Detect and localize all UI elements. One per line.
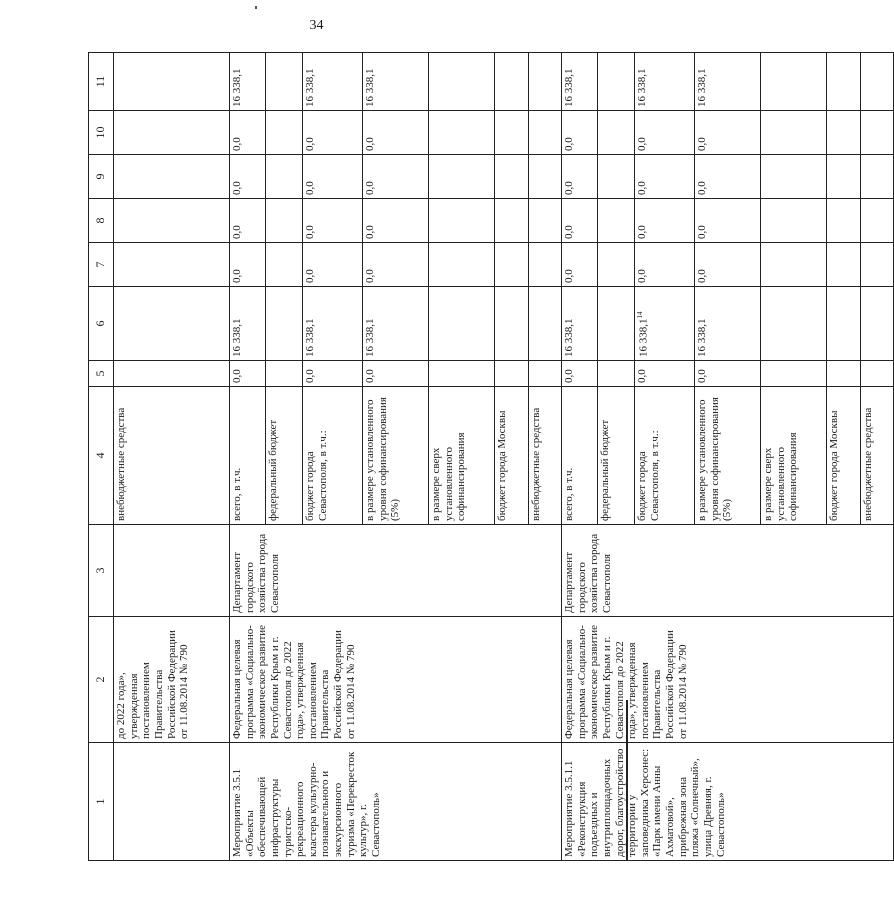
value-cell <box>303 199 363 243</box>
executor-cell: Департамент городского хозяйства города Севастополя <box>230 525 562 617</box>
value-cell <box>598 199 635 243</box>
value-text: 0,0 <box>231 269 243 283</box>
value-cell <box>363 111 429 155</box>
value-cell <box>529 111 562 155</box>
value-text: 0,0 <box>364 225 376 239</box>
header-cell: 8 <box>89 199 114 243</box>
header-cell: 3 <box>89 525 114 617</box>
value-cell <box>495 361 529 387</box>
value-cell <box>363 287 429 361</box>
value-cell <box>266 361 303 387</box>
value-text: 0,0 <box>636 369 648 383</box>
program-cell: до 2022 года», утвержденная постановлением Правительства Российской Федерации от 11.08.2014 № 790 <box>114 617 230 743</box>
value-text: 0,0 <box>304 181 316 195</box>
value-cell <box>761 287 827 361</box>
source-cell: в размере сверх установленного софинансирования <box>761 387 827 525</box>
value-text: 0,0 <box>231 181 243 195</box>
value-text: 0,0 <box>364 137 376 151</box>
value-cell <box>827 53 861 111</box>
value-text: 0,0 <box>563 137 575 151</box>
measure-block-2 <box>562 53 894 861</box>
value-text: 0,0 <box>304 225 316 239</box>
value-cell <box>303 361 363 387</box>
value-text: 0,0 <box>364 181 376 195</box>
value-cell <box>562 53 598 111</box>
value-cell <box>635 361 695 387</box>
value-cell <box>598 361 635 387</box>
value-text: 0,0 <box>304 369 316 383</box>
value-cell <box>761 155 827 199</box>
source-cell: в размере сверх установленного софинансирования <box>429 387 495 525</box>
value-cell <box>761 53 827 111</box>
value-text: 0,0 <box>304 137 316 151</box>
value-cell <box>635 199 695 243</box>
measure-title-cell: Мероприятие 3.5.1 «Объекты обеспечивающей инфраструктуры туристско-рекреационного кластера культурно-познавательного и экскурсионного туризма «Перекресток культур», г. Севастополь» <box>230 743 562 861</box>
value-cell <box>761 111 827 155</box>
value-cell <box>429 243 495 287</box>
value-text: 0,0 <box>231 137 243 151</box>
source-cell: внебюджетные средства <box>861 387 894 525</box>
value-text: 0,0 <box>231 369 243 383</box>
executor-cell: Департамент городского хозяйства города Севастополя <box>562 525 894 617</box>
value-cell <box>695 155 761 199</box>
value-text: 0,0 <box>563 369 575 383</box>
empty-cell <box>114 525 230 617</box>
measure-block-1 <box>230 53 562 861</box>
value-cell <box>827 111 861 155</box>
value-cell <box>861 199 894 243</box>
program-cell: Федеральная целевая программа «Социально-экономическое развитие Республики Крым и г. Севастополя до 2022 года», утвержденная постановлением Правительства Российской Федерации от 11.08.2014 № 790 <box>562 617 894 743</box>
value-cell <box>562 243 598 287</box>
value-cell <box>635 287 695 361</box>
value-cell <box>562 287 598 361</box>
value-cell <box>303 287 363 361</box>
value-cell <box>363 243 429 287</box>
value-text: 0,0 <box>696 269 708 283</box>
source-cell: всего, в т.ч. <box>230 387 266 525</box>
scan-speck <box>255 6 257 9</box>
value-cell <box>363 53 429 111</box>
value-text: 16 338,1 <box>231 318 243 357</box>
source-cell: бюджет города Севастополя, в т.ч.: <box>303 387 363 525</box>
value-cell <box>266 243 303 287</box>
value-cell <box>695 361 761 387</box>
value-cell <box>230 199 266 243</box>
value-cell <box>230 361 266 387</box>
value-text: 16 338,1 <box>563 68 575 107</box>
value-cell <box>529 287 562 361</box>
value-text: 16 338,1 <box>304 318 316 357</box>
value-text: 0,0 <box>636 225 648 239</box>
value-text: 0,0 <box>696 181 708 195</box>
value-text: 16 338,1 <box>563 318 575 357</box>
value-cell <box>429 287 495 361</box>
footnote-mark: 14 <box>636 311 644 319</box>
value-text: 0,0 <box>636 181 648 195</box>
value-cell <box>529 199 562 243</box>
value-cell <box>562 361 598 387</box>
value-cell <box>230 243 266 287</box>
empty-cell <box>114 743 230 861</box>
value-cell <box>303 53 363 111</box>
source-cell: в размере установленного уровня софинансирования (5%) <box>363 387 429 525</box>
value-cell <box>635 111 695 155</box>
value-text: 16 338,1 <box>696 318 708 357</box>
header-cell: 6 <box>89 287 114 361</box>
value-text: 16 338,1 <box>364 318 376 357</box>
value-text: 0,0 <box>364 269 376 283</box>
value-cell <box>562 111 598 155</box>
value-cell <box>598 243 635 287</box>
value-cell <box>761 361 827 387</box>
value-cell <box>635 243 695 287</box>
value-cell <box>266 111 303 155</box>
value-cell <box>230 287 266 361</box>
value-text: 0,0 <box>696 137 708 151</box>
funding-table <box>88 52 894 861</box>
value-cell <box>266 287 303 361</box>
value-cell <box>598 111 635 155</box>
value-cell <box>695 111 761 155</box>
value-cell <box>303 155 363 199</box>
value-cell <box>303 243 363 287</box>
source-cell: бюджет города Севастополя, в т.ч.: <box>635 387 695 525</box>
header-cell: 5 <box>89 361 114 387</box>
source-cell: федеральный бюджет <box>266 387 303 525</box>
value-cell <box>429 53 495 111</box>
value-cell <box>695 287 761 361</box>
header-cell: 9 <box>89 155 114 199</box>
source-cell: бюджет города Москвы <box>495 387 529 525</box>
value-cell <box>429 155 495 199</box>
value-cell <box>761 199 827 243</box>
value-text: 16 338,1 <box>637 318 650 357</box>
value-cell <box>598 287 635 361</box>
value-cell <box>230 111 266 155</box>
header-cell: 2 <box>89 617 114 743</box>
value-cell <box>495 53 529 111</box>
value-text: 0,0 <box>696 225 708 239</box>
value-cell <box>861 155 894 199</box>
value-text: 16 338,1 <box>231 68 243 107</box>
value-cell <box>861 287 894 361</box>
value-cell <box>827 199 861 243</box>
page-number: 34 <box>309 18 324 33</box>
value-cell <box>429 361 495 387</box>
value-cell <box>861 361 894 387</box>
value-cell <box>529 243 562 287</box>
value-cell <box>695 53 761 111</box>
value-cell <box>635 53 695 111</box>
value-text: 0,0 <box>563 225 575 239</box>
value-cell <box>495 243 529 287</box>
value-cell <box>861 53 894 111</box>
value-text: 0,0 <box>636 137 648 151</box>
value-cell <box>562 155 598 199</box>
source-cell: внебюджетные средства <box>114 387 230 525</box>
source-cell: всего, в т.ч. <box>562 387 598 525</box>
value-cell <box>827 243 861 287</box>
value-text: 0,0 <box>304 269 316 283</box>
table-row <box>562 53 598 861</box>
value-cell <box>266 155 303 199</box>
source-cell: в размере установленного уровня софинансирования (5%) <box>695 387 761 525</box>
program-cell: Федеральная целевая программа «Социально-экономическое развитие Республики Крым и г. Севастополя до 2022 года», утвержденная постановлением Правительства Российской Федерации от 11.08.2014 № 790 <box>230 617 562 743</box>
table-row <box>114 53 230 861</box>
header-cell: 7 <box>89 243 114 287</box>
value-text: 16 338,1 <box>304 68 316 107</box>
value-cell <box>861 111 894 155</box>
value-cell <box>562 199 598 243</box>
value-text: 0,0 <box>563 181 575 195</box>
value-cell <box>529 361 562 387</box>
value-text: 16 338,1 <box>364 68 376 107</box>
value-text: 0,0 <box>563 269 575 283</box>
value-cell <box>827 287 861 361</box>
value-cell <box>598 53 635 111</box>
value-text: 0,0 <box>636 269 648 283</box>
value-cell <box>266 53 303 111</box>
value-cell <box>495 199 529 243</box>
value-cell <box>363 199 429 243</box>
value-cell <box>230 53 266 111</box>
value-cell <box>495 155 529 199</box>
header-cell: 4 <box>89 387 114 525</box>
value-cell <box>861 243 894 287</box>
value-cell <box>529 53 562 111</box>
value-cell <box>635 155 695 199</box>
value-cell <box>695 199 761 243</box>
value-cell <box>230 155 266 199</box>
source-cell: федеральный бюджет <box>598 387 635 525</box>
value-cell <box>695 243 761 287</box>
value-text: 16 338,1 <box>696 68 708 107</box>
header-row <box>89 53 114 861</box>
header-cell: 10 <box>89 111 114 155</box>
header-cell: 11 <box>89 53 114 111</box>
source-cell: бюджет города Москвы <box>827 387 861 525</box>
value-cell <box>363 361 429 387</box>
measure-title-cell: Мероприятие 3.5.1.1 «Реконструкция подъездных и внутриплощадочных дорог, благоустройство территории у заповедника Херсонес: «Парк имени Анны Ахматовой», прибрежная зона пляжа «Солнечный», улица Древняя, г. Севастополь» <box>562 743 894 861</box>
value-cell <box>827 361 861 387</box>
value-cell <box>598 155 635 199</box>
value-cell <box>529 155 562 199</box>
value-cell <box>303 111 363 155</box>
source-cell: внебюджетные средства <box>529 387 562 525</box>
table-row <box>230 53 266 861</box>
value-cell <box>266 199 303 243</box>
value-text: 16 338,1 <box>636 68 648 107</box>
value-text: 0,0 <box>231 225 243 239</box>
value-cell <box>429 111 495 155</box>
rotated-table-area <box>88 53 874 861</box>
value-cell <box>363 155 429 199</box>
value-cell <box>495 287 529 361</box>
value-cell <box>761 243 827 287</box>
value-text: 0,0 <box>696 369 708 383</box>
header-cell: 1 <box>89 743 114 861</box>
value-cell <box>495 111 529 155</box>
value-cell <box>429 199 495 243</box>
value-text: 0,0 <box>364 369 376 383</box>
value-cell <box>827 155 861 199</box>
